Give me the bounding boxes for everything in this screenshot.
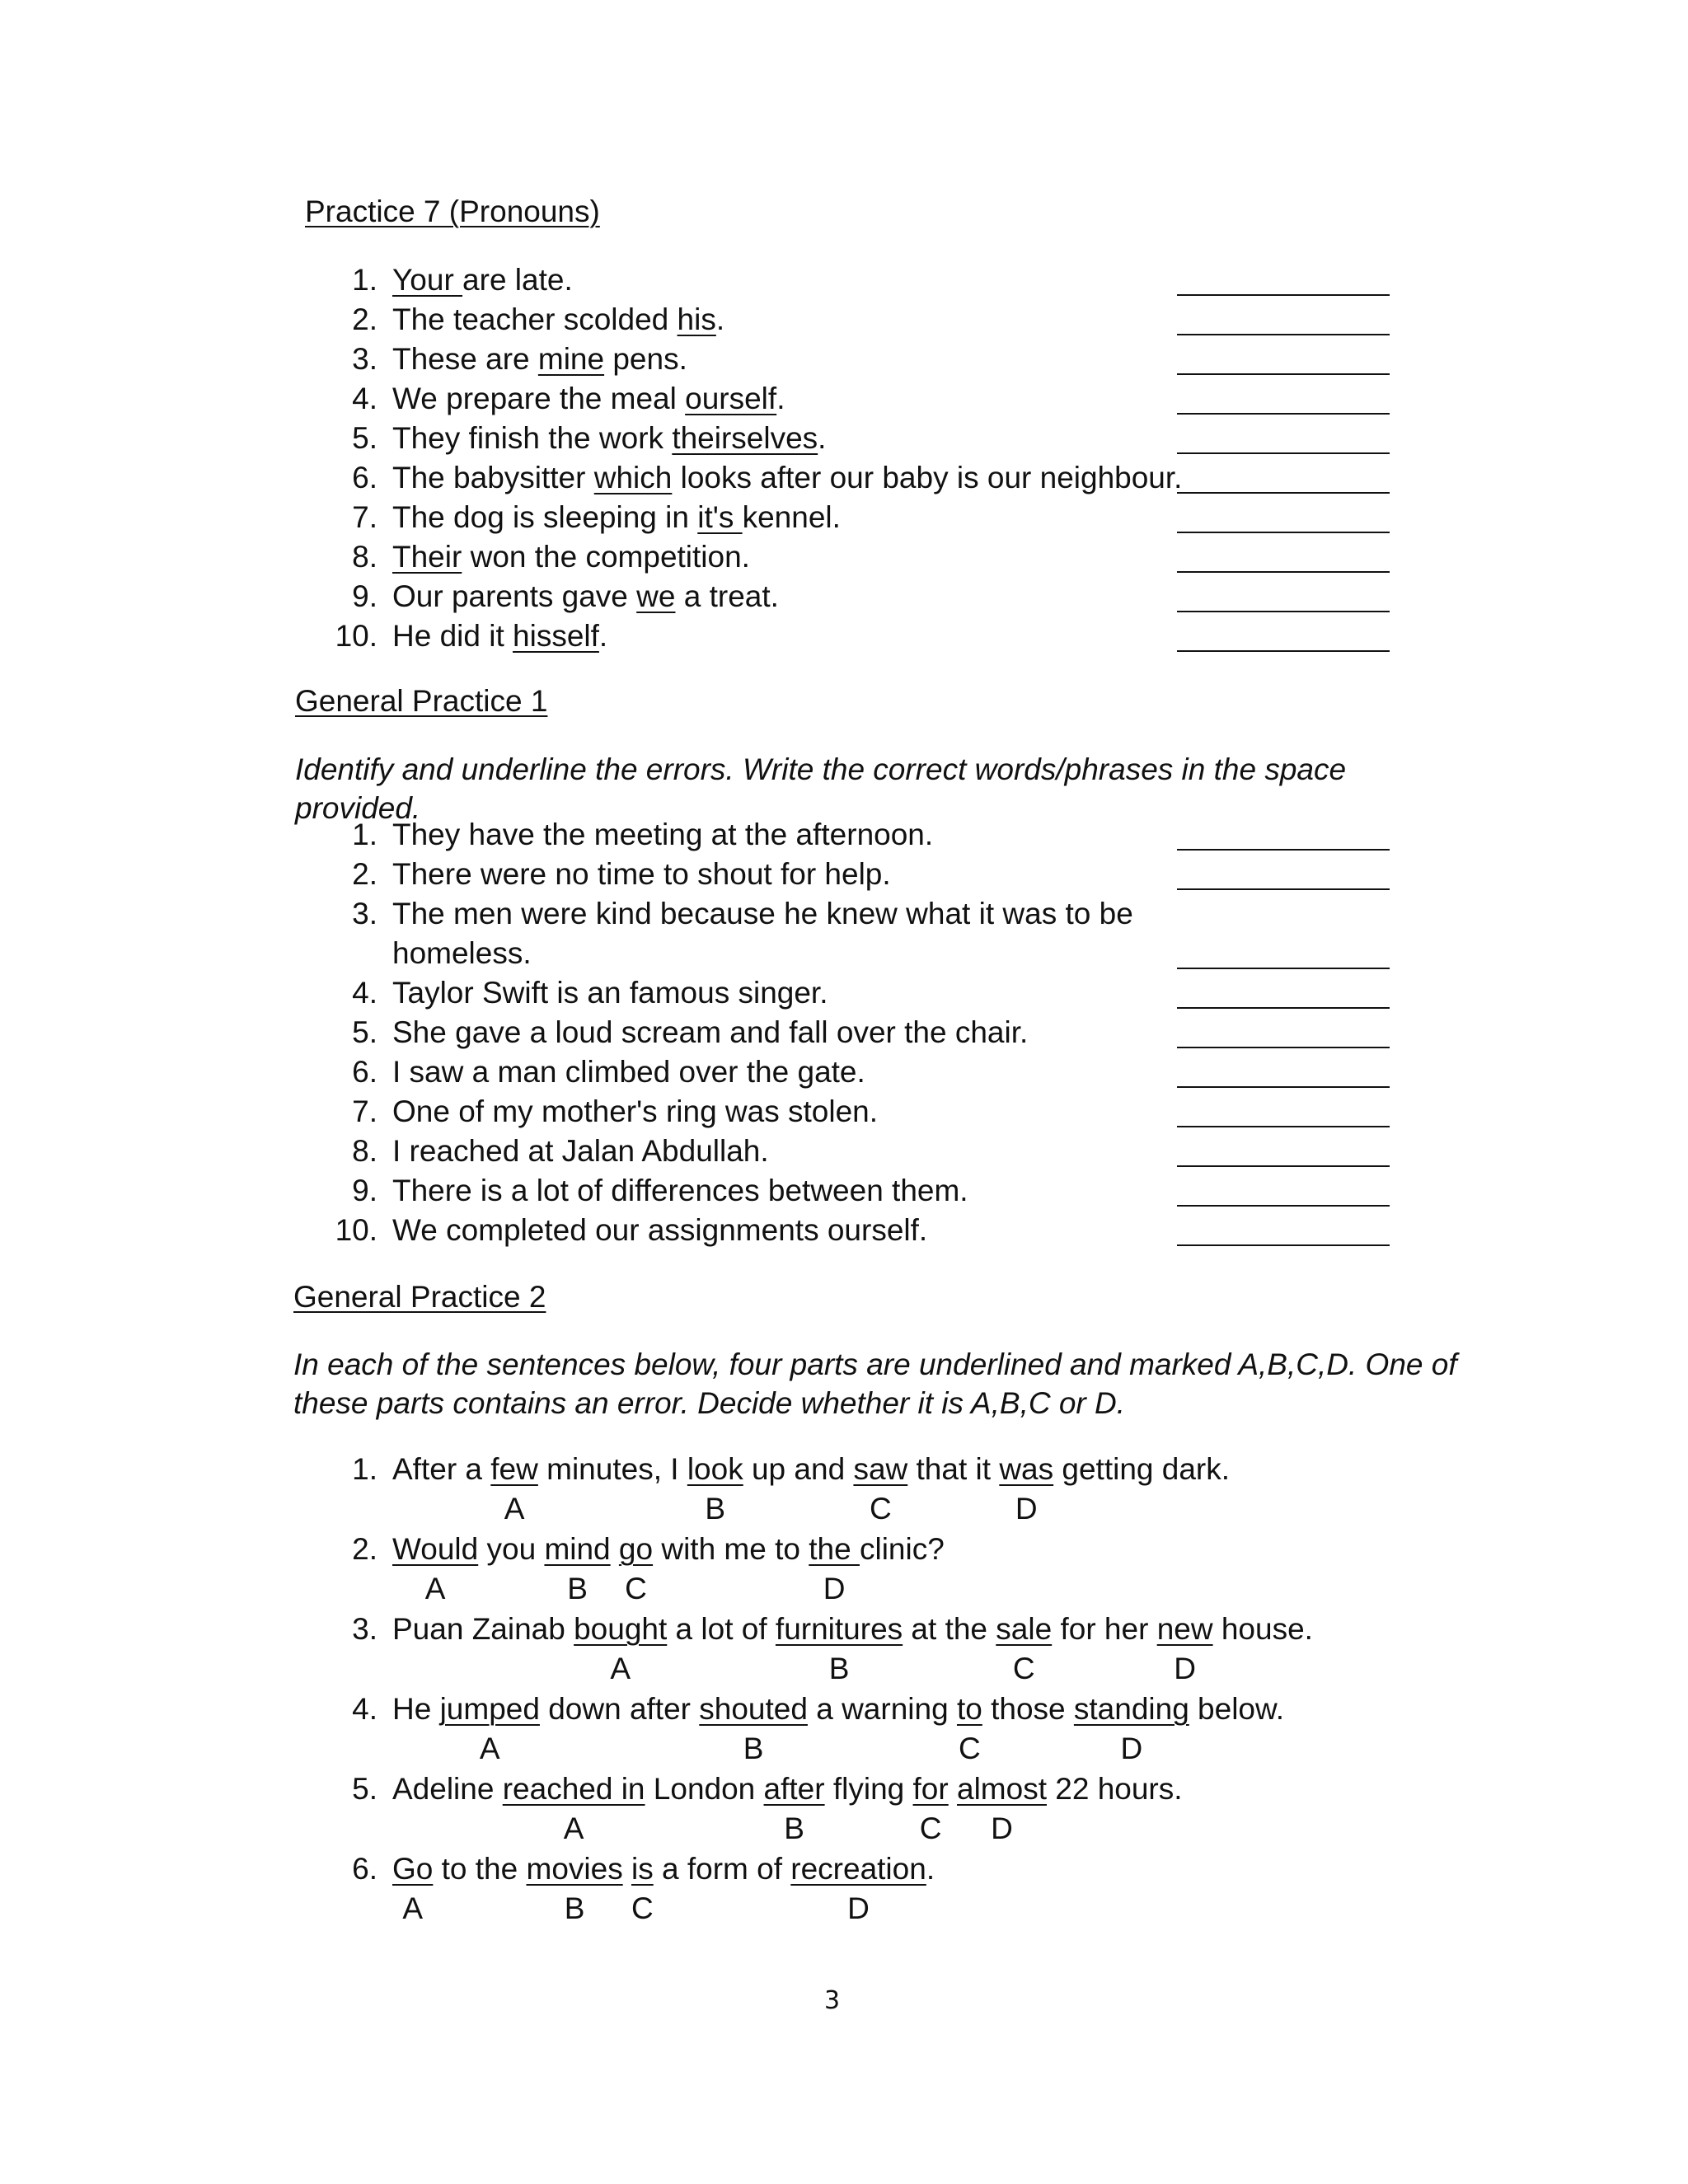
item-number: 3. [352,1612,377,1646]
underlined-segment: standing [1073,1692,1189,1726]
text-segment: that it [907,1452,1000,1486]
general1-item [328,856,891,893]
text-segment: minutes, I [537,1452,687,1486]
text-segment: pens. [604,342,687,376]
option-letter: A [479,1732,500,1765]
item-number: 6. [352,1055,377,1089]
underlined-segment: reached in [502,1772,645,1806]
text-segment: below. [1189,1692,1284,1726]
text-segment: . [715,302,725,336]
underlined-segment: which [593,461,673,494]
pronoun-item [328,539,750,575]
answer-blank[interactable] [1177,532,1390,533]
underlined-segment: for [912,1772,949,1806]
underlined-segment: it's [697,500,743,534]
text-segment: The babysitter [392,461,594,494]
option-letter: B [784,1811,804,1845]
option-letter: B [828,1652,850,1685]
option-letter: D [1174,1652,1196,1685]
option-letter: C [869,1492,892,1526]
underlined-segment: look [687,1452,743,1486]
general2-item [328,1451,1230,1488]
item-number: 5. [352,1015,377,1049]
answer-blank[interactable] [1177,1047,1390,1048]
text-segment: to the [433,1852,527,1886]
text-segment: a treat. [675,579,779,613]
sentence-text: One of my mother's ring was stolen. [392,1094,879,1128]
item-number: 5. [352,1772,377,1806]
text-segment: . [776,382,785,415]
answer-blank[interactable] [1177,1007,1390,1009]
text-segment: He did it [392,619,513,653]
text-segment: He [392,1692,440,1726]
underlined-segment: ourself [685,382,777,415]
answer-blank[interactable] [1177,334,1390,335]
general1-item [328,975,828,1011]
item-number: 2. [352,302,377,336]
item-number: 6. [352,461,377,494]
item-number: 7. [352,1094,377,1128]
sentence-continuation: homeless. [392,936,532,970]
text-segment: at the [903,1612,996,1646]
option-letter: D [823,1572,846,1605]
instruction-general-practice-1: Identify and underline the errors. Write the correct words/phrases in the space provided. [295,752,1347,825]
instruction-general-practice-2: In each of the sentences below, four parts are underlined and marked A,B,C,D. One of these parts contains an error. Decide whether it is A,B,C or D. [293,1347,1457,1420]
item-number: 9. [352,1174,377,1207]
option-letter: D [847,1891,870,1925]
pronoun-item [328,262,573,298]
general1-item [328,1133,769,1169]
text-segment: They finish the work [392,421,673,455]
underlined-segment: theirselves [672,421,818,455]
item-number: 6. [352,1852,377,1886]
option-letter: D [991,1811,1013,1845]
option-letter: C [625,1572,647,1605]
item-number: 9. [352,579,377,613]
underlined-segment: after [763,1772,825,1806]
text-segment: a form of [653,1852,791,1886]
underlined-segment: bought [574,1612,668,1646]
answer-blank[interactable] [1177,611,1390,612]
underlined-segment: hisself [513,619,599,653]
sentence-text: Taylor Swift is an famous singer. [392,976,828,1010]
sentence-text: The men were kind because he knew what it was to be [392,897,1133,930]
sentence-text: They have the meeting at the afternoon. [392,818,934,851]
text-segment: After a [392,1452,491,1486]
option-letter: C [959,1732,981,1765]
text-segment: flying [824,1772,913,1806]
section-title-general-practice-1: General Practice 1 [295,684,548,718]
sentence-text: I reached at Jalan Abdullah. [392,1134,769,1168]
underlined-segment: his [677,302,716,336]
text-segment: Puan Zainab [392,1612,574,1646]
general2-item [328,1771,1183,1807]
text-segment: up and [743,1452,854,1486]
text-segment: These are [392,342,538,376]
sentence-text: I saw a man climbed over the gate. [392,1055,865,1089]
text-segment: . [818,421,827,455]
option-letter: B [564,1891,585,1925]
text-segment: with me to [653,1532,809,1566]
text-segment: The teacher scolded [392,302,678,336]
option-letter: B [743,1732,764,1765]
option-letter: C [919,1811,942,1845]
text-segment: are late. [462,263,573,297]
text-segment: looks after our baby is our neighbour. [672,461,1183,494]
text-segment: a lot of [667,1612,776,1646]
general2-item [328,1851,935,1887]
item-number: 2. [352,1532,377,1566]
item-number: 5. [352,421,377,455]
option-letter: D [1120,1732,1143,1765]
underlined-segment: Would [392,1532,479,1566]
underlined-segment: saw [853,1452,908,1486]
underlined-segment: the [809,1532,860,1566]
text-segment: . [926,1852,935,1886]
underlined-segment: few [490,1452,538,1486]
pronoun-item [328,420,826,457]
underlined-segment: to [956,1692,982,1726]
option-letter: A [402,1891,424,1925]
text-segment: you [478,1532,545,1566]
underlined-segment: recreation [790,1852,926,1886]
underlined-segment: is [631,1852,654,1886]
item-number: 8. [352,540,377,574]
general1-item [328,1054,865,1090]
answer-blank[interactable] [1177,1205,1390,1207]
underlined-segment: furnitures [775,1612,903,1646]
option-letter: A [504,1492,525,1526]
answer-blank[interactable] [1177,452,1390,454]
item-number: 3. [352,342,377,376]
item-number: 1. [352,818,377,851]
answer-blank[interactable] [1177,413,1390,415]
option-letter: B [567,1572,588,1605]
item-number: 3. [352,897,377,930]
answer-blank[interactable] [1177,888,1390,890]
section-title-general-practice-2: General Practice 2 [293,1280,546,1314]
pronoun-item [328,302,724,338]
option-letter: B [705,1492,726,1526]
section-title-pronouns: Practice 7 (Pronouns) [305,194,600,228]
text-segment: clinic? [859,1532,945,1566]
answer-blank[interactable] [1177,1244,1390,1246]
underlined-segment: mind [544,1532,611,1566]
general2-item [328,1611,1313,1647]
text-segment: London [645,1772,764,1806]
answer-blank[interactable] [1177,571,1390,573]
underlined-segment: shouted [699,1692,808,1726]
underlined-segment: sale [996,1612,1053,1646]
item-number: 4. [352,1692,377,1726]
underlined-segment: new [1156,1612,1213,1646]
answer-blank[interactable] [1177,849,1390,851]
text-segment: for her [1052,1612,1157,1646]
general1-item [328,817,933,853]
text-segment: 22 hours. [1046,1772,1183,1806]
text-segment: Adeline [392,1772,503,1806]
option-letter: A [424,1572,446,1605]
sentence-text: There is a lot of differences between them. [392,1174,968,1207]
text-segment [949,1772,957,1806]
text-segment: won the competition. [462,540,750,574]
underlined-segment: was [999,1452,1054,1486]
underlined-segment: Your [392,263,463,297]
underlined-segment: jumped [439,1692,540,1726]
item-number: 1. [352,263,377,297]
option-letter: A [610,1652,631,1685]
text-segment [623,1852,631,1886]
option-letter: C [631,1891,654,1925]
sentence-text: We completed our assignments ourself. [392,1213,928,1247]
answer-blank[interactable] [1177,1126,1390,1127]
text-segment: kennel. [742,500,841,534]
text-segment: house. [1212,1612,1313,1646]
underlined-segment: movies [526,1852,623,1886]
answer-blank[interactable] [1177,492,1390,494]
option-letter: D [1015,1492,1038,1526]
general2-item [328,1691,1284,1727]
text-segment: Our parents gave [392,579,637,613]
pronoun-item [328,579,779,615]
general1-item [328,896,1133,932]
underlined-segment: mine [537,342,605,376]
underlined-segment: Go [392,1852,434,1886]
general2-item [328,1531,945,1568]
text-segment: We prepare the meal [392,382,686,415]
answer-blank[interactable] [1177,650,1390,652]
item-number: 10. [335,619,377,653]
underlined-segment: Their [392,540,462,574]
text-segment: those [982,1692,1074,1726]
text-segment: down after [539,1692,700,1726]
general1-item [328,1212,927,1249]
item-number: 7. [352,500,377,534]
pronoun-item [328,381,785,417]
underlined-segment: go [618,1532,654,1566]
text-segment: . [598,619,608,653]
general1-item [328,1015,1028,1051]
general1-item [328,1173,968,1209]
answer-blank[interactable] [1177,1165,1390,1167]
underlined-segment: almost [957,1772,1047,1806]
option-letter: C [1012,1652,1035,1685]
text-segment: getting dark. [1053,1452,1231,1486]
item-number: 10. [335,1213,377,1247]
general1-item [328,1094,878,1130]
pronoun-item [328,341,687,377]
pronoun-item [328,618,607,654]
item-number: 1. [352,1452,377,1486]
text-segment [611,1532,619,1566]
text-segment: The dog is sleeping in [392,500,698,534]
text-segment: a warning [807,1692,957,1726]
item-number: 4. [352,382,377,415]
item-number: 4. [352,976,377,1010]
item-number: 2. [352,857,377,891]
pronoun-item [328,499,841,536]
page-number: 3 [824,1986,841,2015]
item-number: 8. [352,1134,377,1168]
answer-blank[interactable] [1177,1086,1390,1088]
option-letter: A [563,1811,584,1845]
pronoun-item [328,460,1182,496]
underlined-segment: we [636,579,676,613]
sentence-text: There were no time to shout for help. [392,857,891,891]
answer-blank[interactable] [1177,968,1390,969]
answer-blank[interactable] [1177,373,1390,375]
sentence-text: She gave a loud scream and fall over the chair. [392,1015,1029,1049]
answer-blank[interactable] [1177,294,1390,296]
